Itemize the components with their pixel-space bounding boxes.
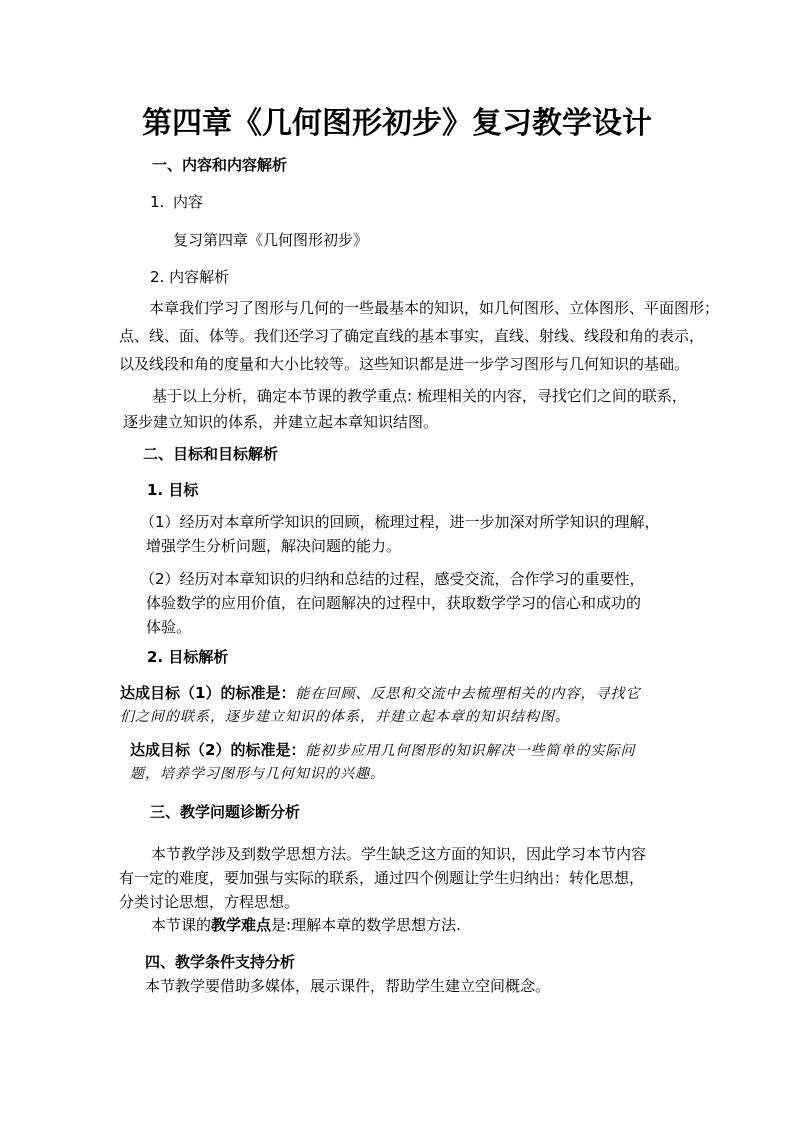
item-1-label: 内容 xyxy=(173,193,204,211)
focus-paragraph xyxy=(123,384,687,434)
goal-2 xyxy=(140,567,645,639)
criterion-1-label: 达成目标（1）的标准是： xyxy=(120,684,296,702)
section-2-heading: 二、目标和目标解析 xyxy=(143,445,279,463)
paragraph-line: （2）经历对本章知识的归纳和总结的过程，感受交流，合作学习的重要性， xyxy=(140,570,645,588)
section-4-heading: 四、教学条件支持分析 xyxy=(145,953,296,971)
section-1-heading: 一、内容和内容解析 xyxy=(152,156,288,174)
paragraph-line: 增强学生分析问题，解决问题的能力。 xyxy=(146,537,402,555)
goal-heading: 1. 目标 xyxy=(147,481,199,499)
paragraph-line: 基于以上分析，确定本节课的教学重点: 梳理相关的内容，寻找它们之间的联系， xyxy=(152,387,687,405)
item-2-label: 2. 内容解析 xyxy=(150,268,230,286)
diagnosis-paragraph xyxy=(119,842,646,914)
criterion-2-label: 达成目标（2）的标准是： xyxy=(130,741,306,759)
paragraph-line: 体验。 xyxy=(146,618,192,636)
goal-1 xyxy=(140,510,660,558)
criterion-2-line2: 题，培养学习图形与几何知识的兴趣。 xyxy=(130,766,385,782)
paragraph-line: 逐步建立知识的体系，并建立起本章知识结图。 xyxy=(123,413,439,431)
criterion-2 xyxy=(130,739,635,760)
page-title: 第四章《几何图形初步》复习教学设计 xyxy=(142,106,652,141)
difficulty-text: 是:理解本章的数学思想方法. xyxy=(271,916,461,934)
paragraph-line: （1）经历对本章所学知识的回顾，梳理过程，进一步加深对所学知识的理解， xyxy=(140,513,660,531)
paragraph-line: 点、线、面、体等。我们还学习了确定直线的基本事实，直线、射线、线段和角的表示， xyxy=(119,327,705,345)
paragraph-line: 有一定的难度，要加强与实际的联系，通过四个例题让学生归纳出：转化思想， xyxy=(119,869,645,887)
section-3-heading: 三、教学问题诊断分析 xyxy=(150,803,301,821)
difficulty-prefix: 本节课的 xyxy=(151,916,212,934)
item-1-number: 1. xyxy=(150,193,165,211)
goal-analysis-heading: 2. 目标解析 xyxy=(147,648,229,666)
analysis-paragraph xyxy=(119,296,719,376)
paragraph-line: 以及线段和角的度量和大小比较等。这些知识都是进一步学习图形与几何知识的基础。 xyxy=(119,355,690,373)
paragraph-line: 本节教学涉及到数学思想方法。学生缺乏这方面的知识，因此学习本节内容 xyxy=(151,845,647,863)
difficulty-keyword: 教学难点 xyxy=(211,916,272,934)
paragraph-line: 体验数学的应用价值，在问题解决的过程中，获取数学学习的信心和成功的 xyxy=(146,594,642,612)
support-text: 本节教学要借助多媒体，展示课件，帮助学生建立空间概念。 xyxy=(145,977,551,995)
paragraph-line: 本章我们学习了图形与几何的一些最基本的知识，如几何图形、立体图形、平面图形； xyxy=(149,299,720,317)
content-text: 复习第四章《几何图形初步》 xyxy=(173,231,369,249)
criterion-1-text: 能在回顾、反思和交流中去梳理相关的内容，寻找它 xyxy=(295,686,641,702)
criterion-1-line2: 们之间的联系，逐步建立知识的体系，并建立起本章的知识结构图。 xyxy=(120,709,570,725)
paragraph-line: 分类讨论思想，方程思想。 xyxy=(119,893,300,911)
criterion-1 xyxy=(120,682,640,703)
difficulty-line xyxy=(151,913,461,937)
criterion-2-text: 能初步应用几何图形的知识解决一些简单的实际问 xyxy=(305,743,636,759)
